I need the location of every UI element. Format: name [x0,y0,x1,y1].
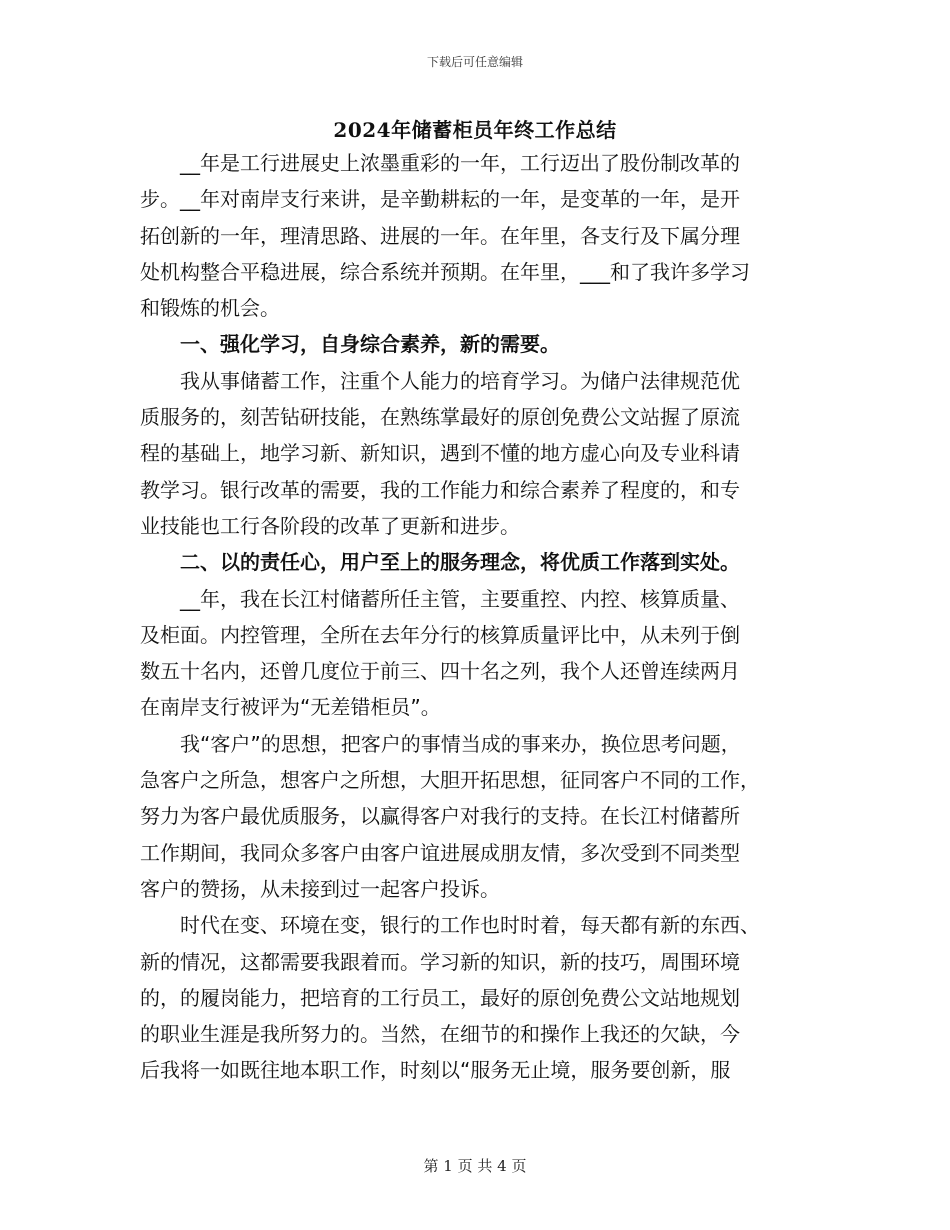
text-line: 的职业生涯是我所努力的。当然，在细节的和操作上我还的欠缺，今 [140,1022,740,1047]
text-line: 教学习。银行改革的需要，我的工作能力和综合素养了程度的，和专 [140,477,740,502]
document-title: 2024年储蓄柜员年终工作总结 [333,118,617,142]
text-line: 拓创新的一年，理清思路、进展的一年。在年里，各支行及下属分理 [140,223,740,248]
text-line: 质服务的，刻苦钻研技能，在熟练掌最好的原创免费公文站握了原流 [140,405,740,430]
text-line: 在南岸支行被评为“无差错柜员”。 [140,695,441,720]
text-line: 业技能也工行各阶段的改革了更新和进步。 [140,513,520,538]
text-line: 时代在变、环境在变，银行的工作也时时着，每天都有新的东西、 [180,913,760,938]
text-line: 程的基础上，地学习新、新知识，遇到不懂的地方虚心向及专业科请 [140,441,740,466]
section-heading-2: 二、以的责任心，用户至上的服务理念，将优质工作落到实处。 [180,550,740,575]
text-line: 客户的赞扬，从未接到过一起客户投诉。 [140,876,500,901]
text-line: 数五十名内，还曾几度位于前三、四十名之列，我个人还曾连续两月 [140,659,740,684]
text-line: 及柜面。内控管理，全所在去年分行的核算质量评比中，从未列于倒 [140,622,740,647]
text-line: 新的情况，这都需要我跟着而。学习新的知识，新的技巧，周围环境 [140,949,740,974]
text-line: 后我将一如既往地本职工作，时刻以“服务无止境，服务要创新，服 [140,1058,731,1083]
paragraph-customer [140,726,810,907]
text-line: 工作期间，我同众多客户由客户谊进展成朋友情，多次受到不同类型 [140,840,740,865]
text-line: 急客户之所急，想客户之所想，大胆开拓思想，征同客户不同的工作， [140,768,760,793]
section-heading-1: 一、强化学习，自身综合素养，新的需要。 [180,332,560,357]
text-line: 步。__年对南岸支行来讲，是辛勤耕耘的一年，是变革的一年，是开 [140,187,740,212]
document-body [140,145,810,1089]
paragraph-learning [140,363,810,544]
text-line: 和锻炼的机会。 [140,296,280,321]
text-line: 我从事储蓄工作，注重个人能力的培育学习。为储户法律规范优 [180,368,740,393]
text-line: 努力为客户最优质服务，以赢得客户对我行的支持。在长江村储蓄所 [140,804,740,829]
paragraph-intro [140,145,810,326]
text-line: 我“客户”的思想，把客户的事情当成的事来办，换位思考问题， [180,731,741,756]
text-line: __年是工行进展史上浓墨重彩的一年，工行迈出了股份制改革的 [180,151,740,175]
text-line: 处机构整合平稳进展，综合系统并预期。在年里，___和了我许多学习 [140,259,750,284]
page-number: 第 1 页 共 4 页 [423,1157,527,1175]
paragraph-changing-times [140,907,810,1088]
text-line: 的，的履岗能力，把培育的工行员工，最好的原创免费公文站地规划 [140,985,740,1010]
text-line: __年，我在长江村储蓄所任主管，主要重控、内控、核算质量、 [180,586,740,611]
paragraph-supervisor [140,581,810,726]
header-note: 下载后可任意编辑 [426,55,523,69]
